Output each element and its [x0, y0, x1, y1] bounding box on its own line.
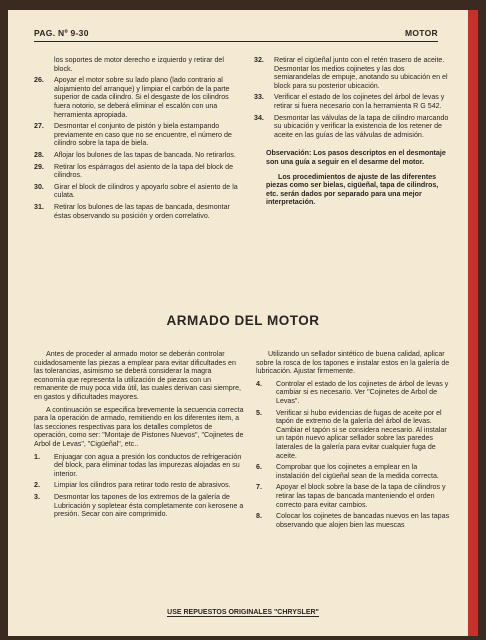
disassembly-steps-left [34, 56, 242, 223]
header-rule [34, 41, 438, 42]
section-name: MOTOR [405, 28, 438, 38]
intro-paragraph-1: Antes de proceder al armado motor se deberán controlar cuidadosamente las piezas a emplear para evitar dificultades en las tolerancias, asimismo se deberá considerar la magra economía que representa la utilización de piezas con un remanente de muy poca vida útil, las cuales derivan casi siempre, en gastos y dificultades mayores. [34, 350, 242, 401]
step-text: Desmontar el conjunto de pistón y biela estampando previamente en caso que no se encuentre, el número de cilindro sobre la tapa de biela. [54, 122, 232, 148]
step-item [34, 481, 244, 490]
step-number: 1. [34, 452, 40, 461]
step-number: 4. [256, 379, 262, 388]
step-text: Aflojar los bulones de las tapas de bancada. No retirarlos. [54, 150, 236, 159]
step-item [34, 453, 244, 479]
step-number: 33. [254, 93, 264, 102]
step-number: 3. [34, 492, 40, 501]
step-text: Limpiar los cilindros para retirar todo resto de abrasivos. [54, 481, 231, 490]
step-text: Desmontar las válvulas de la tapa de cilindro marcando su ubicación y verificar la existencia de los retener de aceite en las guías de las válvulas de admisión. [274, 113, 449, 139]
step-number [34, 56, 54, 73]
step-item [256, 380, 452, 406]
step-number: 5. [256, 408, 262, 417]
step-item [34, 76, 242, 119]
step-item [34, 151, 242, 160]
step-text: Apoyar el motor sobre su lado plano (lado contrario al alojamiento del arranque) y limpiar el carbón de la parte superior de cada cilindro. Si el desgaste de los cilindros fuera notorio, se deberá eliminar el escalón con una herramienta apropiada. [54, 76, 230, 119]
footer-text: USE REPUESTOS ORIGINALES "CHRYSLER" [167, 609, 319, 616]
section-title: ARMADO DEL MOTOR [166, 313, 320, 328]
sealant-paragraph: Utilizando un sellador sintético de buena calidad, aplicar sobre la rosca de los tapones e instalar estos en la galería de lubricación. Ajustar firmemente. [256, 350, 450, 376]
disassembly-steps-right [254, 56, 450, 211]
step-item [34, 56, 242, 73]
step-text: Colocar los cojinetes de bancadas nuevos en las tapas observando que alojen bien las muescas [276, 512, 450, 529]
manual-page [8, 10, 478, 636]
step-text: Retirar los espárragos del asiento de la tapa del block de cilindros. [54, 162, 234, 180]
step-text: Comprobar que los cojinetes a emplear en la instalación del cigüeñal sean de la medida correcta. [276, 463, 439, 480]
step-text: Retirar el cigüeñal junto con el retén trasero de aceite. Desmontar los medios cojinetes y las dos semiarandelas de empuje, anotando su ubicación en el block para su posterior ubicación. [274, 56, 448, 90]
step-item [254, 56, 450, 90]
page-number: PAG. Nº 9-30 [34, 28, 89, 38]
step-number: 32. [254, 56, 264, 64]
step-text: Retirar los bulones de las tapas de bancada, desmontar éstas observando su posición y orden correlativo. [54, 202, 230, 220]
step-text: los soportes de motor derecho e izquierdo y retirar del block. [54, 56, 224, 73]
step-text: Enjuagar con agua a presión los conductos de refrigeración del block, para eliminar todas las impurezas alojadas en su interior. [54, 452, 242, 478]
step-number: 26. [34, 76, 44, 85]
step-item [34, 183, 242, 200]
step-item [254, 93, 450, 110]
step-text: Apoyar el block sobre la base de la tapa de cilindros y retirar las tapas de bancada manteniendo el orden correcto para evitar cambios. [276, 483, 446, 509]
step-number: 2. [34, 481, 40, 490]
step-item [34, 203, 242, 220]
step-number: 31. [34, 202, 44, 211]
step-number: 27. [34, 122, 44, 131]
step-number: 8. [256, 512, 262, 521]
page-footer [8, 609, 478, 616]
step-number: 30. [34, 182, 44, 191]
procedures-note: Los procedimientos de ajuste de las diferentes piezas como ser bielas, cigüeñal, tapa de cilindros, etc. serán dados por separado para una mejor interpretación. [266, 172, 439, 207]
step-text: Verificar si hubo evidencias de fugas de aceite por el tapón de extremo de la galería del árbol de levas. Cambiar el tapón si se considera necesario. Al instalar un tapón nuevo aplicar sellador sobre las paredes laterales de la galería para evitar cualquier fuga de aceite. [276, 408, 447, 460]
step-number: 29. [34, 162, 44, 171]
step-item [34, 493, 244, 519]
step-item [256, 483, 452, 509]
step-text: Desmontar los tapones de los extremos de la galería de Lubricación y sopletear ésta completamente con kerosene a presión. Secar con aire comprimido. [54, 492, 244, 519]
step-number: 6. [256, 463, 262, 472]
assembly-right-column [256, 350, 452, 532]
step-item [254, 114, 450, 140]
step-text: Verificar el estado de los cojinetes del árbol de levas y retirar si fuera necesario con la herramienta R G 542. [274, 93, 445, 110]
assembly-left-column [34, 350, 244, 522]
step-number: 34. [254, 113, 264, 122]
step-item [34, 122, 242, 148]
step-text: Controlar el estado de los cojinetes de árbol de levas y cambiar si es necesario. Ver "Cojinetes de Arbol de Levas". [276, 379, 449, 405]
step-item [34, 163, 242, 180]
page-header [34, 28, 438, 38]
observation-note: Observación: Los pasos descriptos en el desmontaje son una guía a seguir en el desarme del motor. [266, 149, 446, 166]
step-item [256, 409, 452, 461]
intro-paragraph-2: A continuación se especifica brevemente la secuencia correcta para la operación de armado, remitiendo en los diferentes item, a las secciones respectivas para los detalles completos de operación, como ser: "Montaje de Pistones Nuevos", "Cojinetes de Arbol de Levas", "Cigüeñal", etc.. [34, 405, 244, 448]
step-item [256, 512, 452, 529]
step-number: 7. [256, 483, 262, 492]
step-item [256, 463, 452, 480]
step-text: Girar el block de cilindros y apoyarlo sobre el asiento de la culata. [54, 182, 238, 200]
step-number: 28. [34, 150, 44, 159]
